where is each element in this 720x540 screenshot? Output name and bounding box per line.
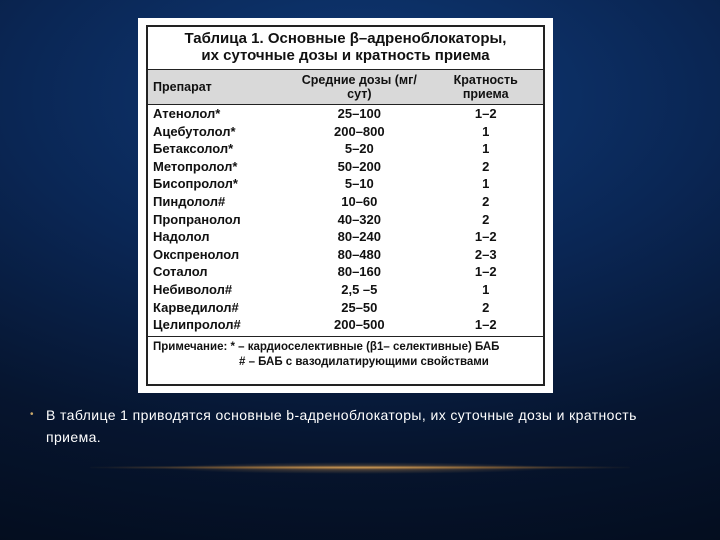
cell-drug: Соталол [153, 264, 208, 280]
cell-frequency: 1 [482, 281, 490, 297]
cell-drug: Небиволол# [153, 281, 233, 297]
cell-drug: Бисопролол* [153, 176, 238, 192]
bullet-text: В таблице 1 приводятся основные b-адреноблокаторы, их суточные дозы и кратность приема. [46, 407, 637, 445]
cell-dose: 10–60 [341, 193, 378, 209]
cell-dose: 80–480 [337, 246, 381, 262]
table-row [148, 281, 543, 299]
header-frequency: Кратность приема [428, 70, 543, 105]
cell-drug: Бетаксолол* [153, 141, 234, 157]
cell-dose: 5–10 [344, 176, 374, 192]
bullet-point [30, 404, 680, 448]
cell-drug: Целипролол# [153, 317, 241, 333]
cell-dose: 80–240 [337, 229, 381, 245]
cell-frequency: 2 [482, 158, 490, 174]
cell-drug: Надолол [153, 229, 210, 245]
cell-dose: 200–500 [334, 317, 385, 333]
table-row [148, 193, 543, 211]
cell-frequency: 1 [482, 123, 490, 139]
table-note [148, 336, 543, 370]
cell-dose: 40–320 [337, 211, 381, 227]
table-row [148, 158, 543, 176]
header-drug: Препарат [148, 70, 290, 105]
table-row [148, 316, 543, 334]
cell-frequency: 1–2 [474, 106, 497, 121]
table-title-line2: их суточные дозы и кратность приема [201, 47, 490, 64]
note-line2: # – БАБ с вазодилатирующими свойствами [239, 355, 489, 368]
cell-dose: 2,5 –5 [341, 281, 378, 297]
table-row [148, 263, 543, 281]
cell-drug: Окспренолол [153, 246, 240, 262]
glow-line [90, 466, 630, 469]
table-title-line1: Таблица 1. Основные β–адреноблокаторы, [184, 30, 507, 47]
table-row [148, 123, 543, 141]
dosage-table [148, 69, 543, 334]
cell-frequency: 2 [482, 211, 490, 227]
cell-drug: Атенолол* [153, 106, 221, 121]
table-body [148, 105, 543, 334]
table-row [148, 299, 543, 317]
cell-frequency: 2 [482, 299, 490, 315]
bullet-marker: • [30, 409, 34, 420]
note-line1: Примечание: * – кардиоселективные (β1– селективные) БАБ [153, 340, 500, 353]
cell-drug: Пиндолол# [153, 193, 226, 209]
cell-frequency: 2–3 [474, 246, 497, 262]
cell-frequency: 1–2 [474, 317, 497, 333]
cell-dose: 25–100 [337, 106, 381, 121]
table-header-row [148, 70, 543, 105]
table-row [148, 140, 543, 158]
table-frame [146, 25, 545, 386]
table-row [148, 246, 543, 264]
cell-dose: 50–200 [337, 158, 381, 174]
dosage-table-image [138, 18, 553, 393]
table-row [148, 105, 543, 123]
cell-dose: 5–20 [344, 141, 374, 157]
cell-drug: Пропранолол [153, 211, 241, 227]
cell-frequency: 1–2 [474, 264, 497, 280]
cell-frequency: 1–2 [474, 229, 497, 245]
cell-frequency: 1 [482, 141, 490, 157]
cell-frequency: 1 [482, 176, 490, 192]
table-title [148, 27, 543, 69]
table-row [148, 228, 543, 246]
cell-frequency: 2 [482, 193, 490, 209]
table-row [148, 175, 543, 193]
cell-dose: 25–50 [341, 299, 378, 315]
cell-dose: 80–160 [337, 264, 381, 280]
table-row [148, 211, 543, 229]
cell-drug: Метопролол* [153, 158, 238, 174]
header-dose: Средние дозы (мг/сут) [290, 70, 428, 105]
cell-dose: 200–800 [334, 123, 385, 139]
cell-drug: Ацебутолол* [153, 123, 236, 139]
cell-drug: Карведилол# [153, 299, 239, 315]
